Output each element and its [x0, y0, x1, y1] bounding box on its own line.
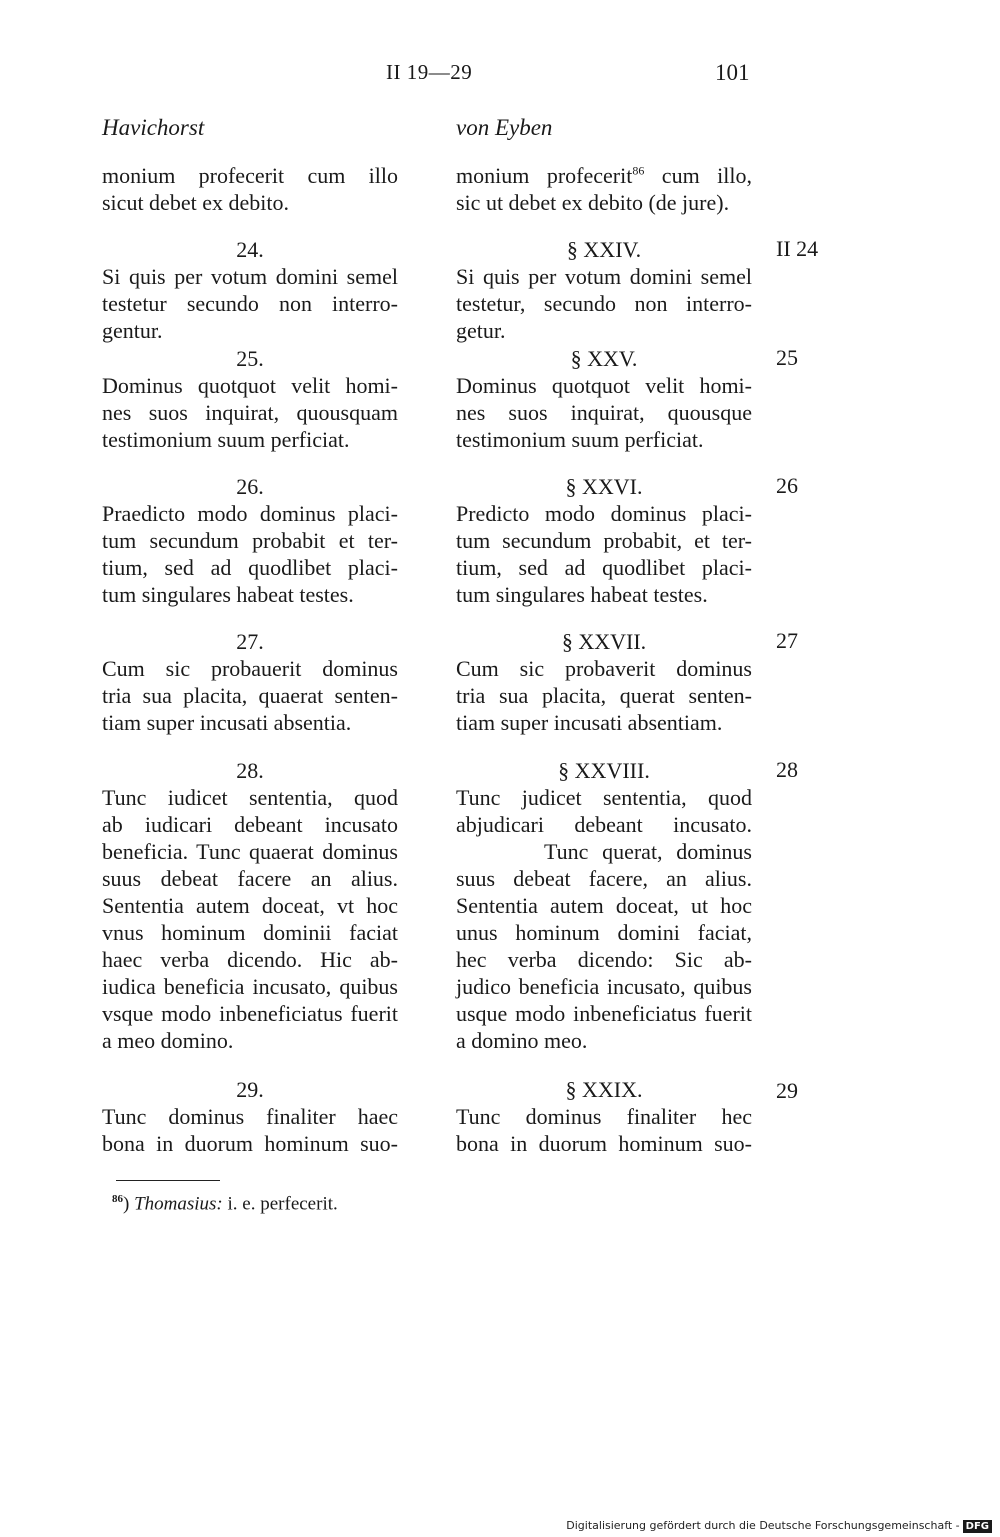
right-section-25	[456, 345, 752, 453]
running-head-range: II 19—29	[386, 60, 473, 84]
margin-ref-24: II 24	[776, 236, 819, 261]
margin-ref-29: 29	[776, 1078, 798, 1103]
footnote: $^{86}$) Thomasius: i. e. perfecerit.	[112, 1193, 338, 1215]
text-line: monium profecerit cum illo	[102, 163, 398, 188]
text-line: tum singulares habeat testes.	[102, 582, 354, 607]
text-line: Sententia autem doceat, vt hoc	[102, 893, 398, 918]
margin-ref-28: 28	[776, 757, 798, 782]
right-intro	[456, 162, 752, 216]
section-number: § XXIX.	[565, 1077, 643, 1102]
section-number: § XXV.	[570, 346, 638, 371]
page-number: 101	[715, 60, 750, 85]
text-line: sic ut debet ex debito (de jure).	[456, 190, 730, 215]
text-line: haec verba dicendo. Hic ab-	[102, 947, 398, 972]
text-line: hec verba dicendo: Sic ab-	[456, 947, 752, 972]
text-line: tium, sed ad quodlibet placi-	[456, 555, 752, 580]
text-line: Tunc dominus finaliter haec	[102, 1104, 398, 1129]
text-line: nes suos inquirat, quousquam	[102, 400, 398, 425]
footnote-marker: 86	[112, 1193, 123, 1205]
text-line: vnus hominum dominii faciat	[102, 920, 398, 945]
text-line: tium, sed ad quodlibet placi-	[102, 555, 398, 580]
text-line: Si quis per votum domini semel	[102, 264, 398, 289]
text-line: Tunc querat, dominus	[544, 839, 752, 864]
text-line: tum singulares habeat testes.	[456, 582, 708, 607]
text-line: suus debeat facere, an alius.	[456, 866, 752, 891]
section-number: § XXVI.	[565, 474, 643, 499]
margin-ref-26: 26	[776, 473, 798, 498]
left-section-27	[102, 628, 398, 736]
text-line: Predicto modo dominus placi-	[456, 501, 752, 526]
text-line: tria sua placita, querat senten-	[456, 683, 752, 708]
text-line: Sententia autem doceat, ut hoc	[456, 893, 752, 918]
section-number: 29.	[236, 1077, 264, 1102]
text-line: suus debeat facere an alius.	[102, 866, 398, 891]
right-column-title: von Eyben	[456, 115, 553, 140]
section-number: 27.	[236, 629, 264, 654]
section-number: § XXVIII.	[558, 758, 650, 783]
dfg-logo: DFG	[963, 1520, 992, 1533]
text-line: Praedicto modo dominus placi-	[102, 501, 398, 526]
text-line: testimonium suum perficiat.	[102, 427, 350, 452]
text-line: Cum sic probauerit dominus	[102, 656, 398, 681]
text-line: gentur.	[102, 318, 163, 343]
right-section-28	[456, 757, 752, 1054]
left-section-29	[102, 1076, 398, 1157]
left-intro	[102, 162, 398, 216]
text-line: usque modo inbeneficiatus fuerit	[456, 1001, 752, 1026]
footnote-reference: 86	[632, 163, 645, 178]
text-line: bona in duorum hominum suo-	[102, 1131, 398, 1156]
text-line: tum secundum probabit, et ter-	[456, 528, 752, 553]
text-line: getur.	[456, 318, 506, 343]
intro-text-b: cum illo,	[644, 163, 753, 188]
text-line: Dominus quotquot velit homi-	[456, 373, 752, 398]
credit-text: Digitalisierung gefördert durch die Deutsche Forschungsgemeinschaft -	[566, 1519, 960, 1532]
section-number: 25.	[236, 346, 264, 371]
footnote-text: i. e. perfecerit.	[222, 1193, 338, 1215]
text-line: testimonium suum perficiat.	[456, 427, 704, 452]
text-line: Si quis per votum domini semel	[456, 264, 752, 289]
text-line: nes suos inquirat, quousque	[456, 400, 752, 425]
text-line: testetur secundo non interro-	[102, 291, 398, 316]
text-line: vsque modo inbeneficiatus fuerit	[102, 1001, 398, 1026]
text-line	[456, 162, 752, 189]
text-line: Tunc dominus finaliter hec	[456, 1104, 752, 1129]
text-line: tum secundum probabit et ter-	[102, 528, 398, 553]
text-line: tria sua placita, quaerat senten-	[102, 683, 398, 708]
section-number: § XXIV.	[566, 237, 642, 262]
section-number: 26.	[236, 474, 264, 499]
text-line: Tunc judicet sententia, quod	[456, 785, 752, 810]
footnote-rule	[116, 1180, 220, 1181]
left-section-25	[102, 345, 398, 453]
right-section-24	[456, 236, 752, 344]
text-line: tiam super incusati absentiam.	[456, 710, 723, 735]
left-section-26	[102, 473, 398, 608]
text-line: testetur, secundo non interro-	[456, 291, 752, 316]
text-line: Tunc iudicet sententia, quod	[102, 785, 398, 810]
text-line: ab iudicari debeant incusato	[102, 812, 398, 837]
intro-text-a: monium profecerit	[456, 163, 633, 188]
text-line: a meo domino.	[102, 1028, 234, 1053]
right-section-27	[456, 628, 752, 736]
footnote-author: Thomasius:	[134, 1193, 223, 1215]
left-section-24	[102, 236, 398, 344]
digitization-credit	[566, 1519, 992, 1533]
text-line: iudica beneficia incusato, quibus	[102, 974, 398, 999]
text-line: Dominus quotquot velit homi-	[102, 373, 398, 398]
text-line: sicut debet ex debito.	[102, 190, 289, 215]
text-line: beneficia. Tunc quaerat dominus	[102, 839, 398, 864]
left-column-title: Havichorst	[102, 115, 205, 140]
right-section-26	[456, 473, 752, 608]
text-line: unus hominum domini faciat,	[456, 920, 752, 945]
text-line: a domino meo.	[456, 1028, 588, 1053]
right-section-29	[456, 1076, 752, 1157]
text-line: judico beneficia incusato, quibus	[456, 974, 752, 999]
section-number: 28.	[236, 758, 264, 783]
margin-ref-25: 25	[776, 345, 798, 370]
text-line: Cum sic probaverit dominus	[456, 656, 752, 681]
section-number: 24.	[236, 237, 264, 262]
text-line: abjudicari debeant incusato.	[456, 812, 752, 837]
text-line: tiam super incusati absentia.	[102, 710, 352, 735]
section-number: § XXVII.	[561, 629, 647, 654]
text-line: bona in duorum hominum suo-	[456, 1131, 752, 1156]
margin-ref-27: 27	[776, 628, 798, 653]
left-section-28	[102, 757, 398, 1054]
